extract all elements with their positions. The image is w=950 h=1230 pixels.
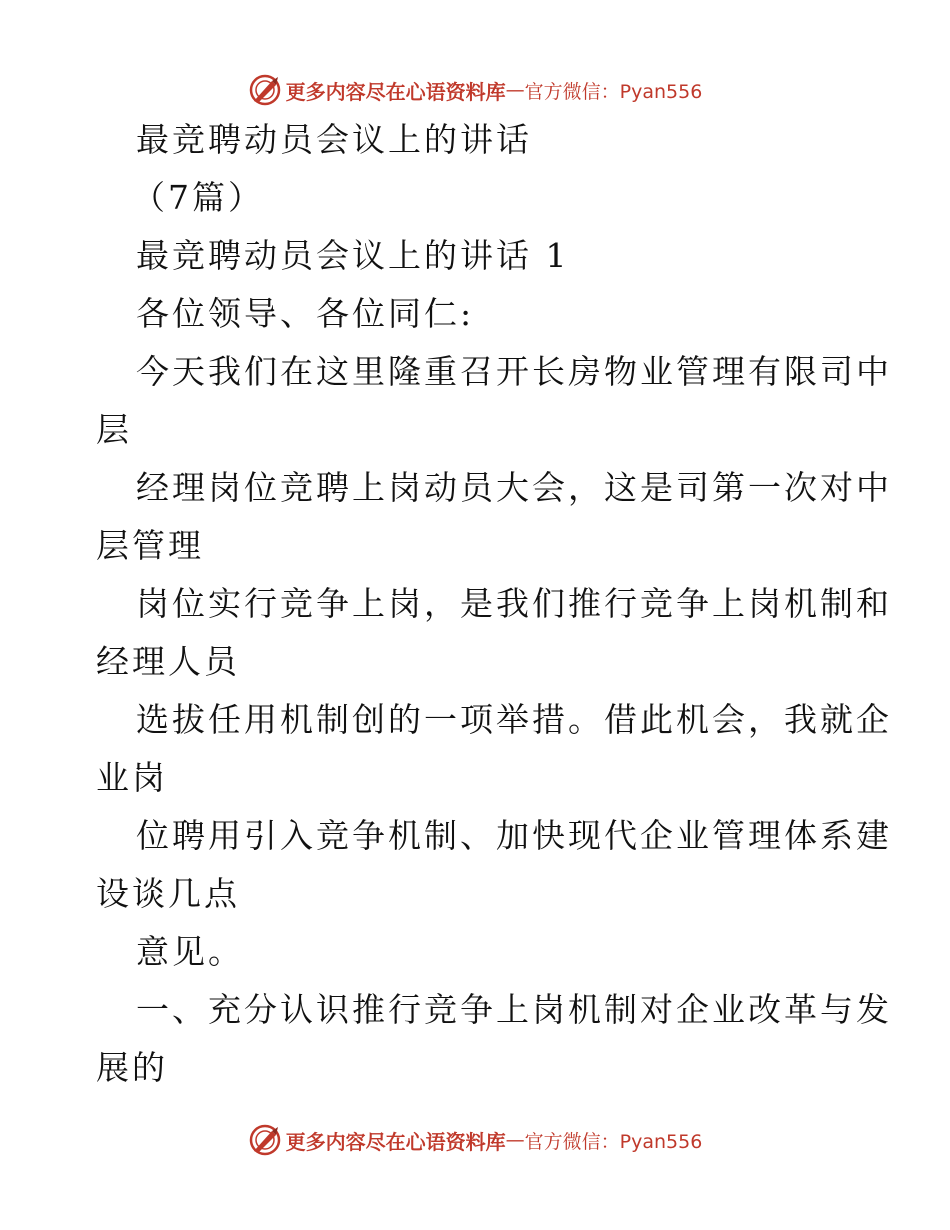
paragraph (96, 700, 892, 798)
paragraph (96, 584, 892, 682)
pen-logo-icon (248, 73, 282, 107)
paragraph (96, 468, 892, 566)
paragraph (96, 990, 892, 1088)
paragraph-line: 设谈几点 (96, 874, 240, 913)
document-title: 最竞聘动员会议上的讲话 (136, 120, 532, 159)
paragraph-line: 层 (96, 410, 132, 449)
paragraph-line: 业岗 (96, 758, 168, 797)
footer-banner (0, 1120, 950, 1160)
document-subtitle: （7篇） (132, 178, 264, 217)
paragraph-line: 今天我们在这里隆重召开长房物业管理有限司中 (136, 352, 892, 391)
banner-main-text: 更多内容尽在心语资料库 (285, 79, 506, 104)
section-title: 最竞聘动员会议上的讲话 1 (136, 236, 570, 275)
paragraph-line: 经理岗位竞聘上岗动员大会，这是司第一次对中 (136, 468, 892, 507)
paragraph-line: 层管理 (96, 526, 204, 565)
pen-logo-icon (248, 1123, 282, 1157)
paragraph (96, 932, 856, 972)
banner-dash: — (505, 1129, 525, 1151)
paragraph-line: 经理人员 (96, 642, 240, 681)
banner-sub-text: 官方微信：Pyan556 (524, 1130, 703, 1153)
paragraph (96, 352, 892, 450)
salutation: 各位领导、各位同仁: (136, 294, 475, 333)
document-body (96, 120, 892, 1106)
paragraph-line: 位聘用引入竞争机制、加快现代企业管理体系建 (136, 816, 892, 855)
paragraph (96, 816, 892, 914)
banner-dash: — (505, 79, 525, 101)
paragraph-line: 意见。 (136, 932, 244, 971)
paragraph-line: 岗位实行竞争上岗，是我们推行竞争上岗机制和 (136, 584, 892, 623)
header-banner (0, 70, 950, 110)
banner-sub-text: 官方微信：Pyan556 (524, 80, 703, 103)
paragraph-line: 选拔任用机制创的一项举措。借此机会，我就企 (136, 700, 892, 739)
banner-main-text: 更多内容尽在心语资料库 (285, 1129, 506, 1154)
paragraph-line: 一、充分认识推行竞争上岗机制对企业改革与发 (136, 990, 892, 1029)
paragraph-line: 展的 (96, 1048, 168, 1087)
